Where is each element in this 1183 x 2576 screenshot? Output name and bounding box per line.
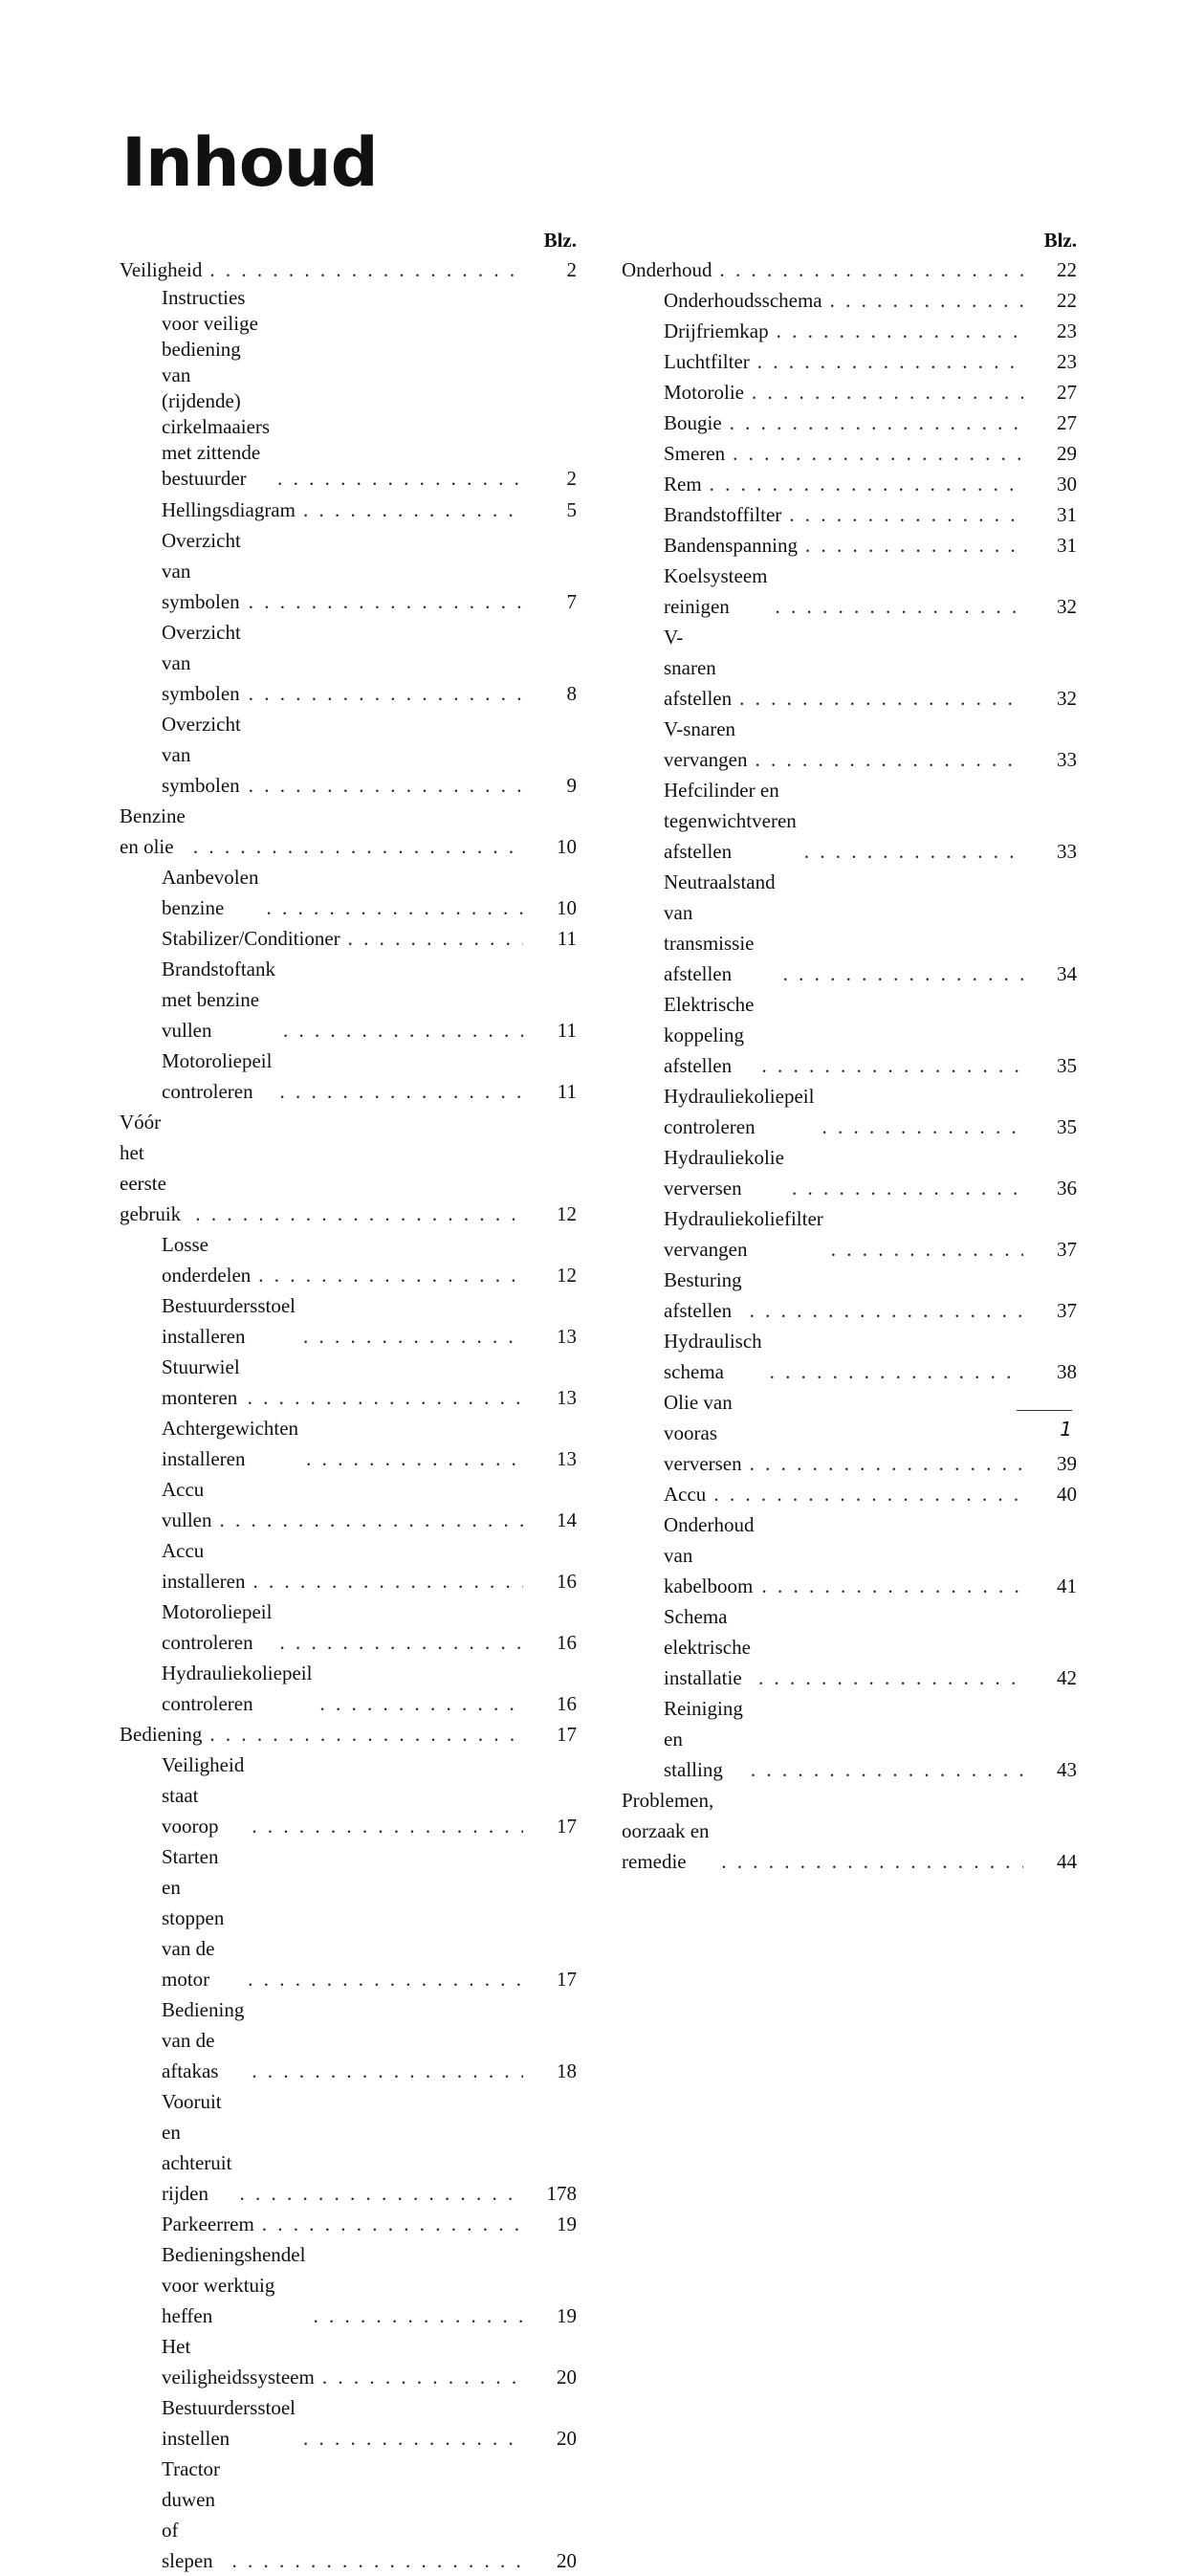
toc-entry-label: Elektrische koppeling afstellen bbox=[664, 993, 755, 1077]
toc-subsection-entry bbox=[622, 1693, 1077, 1785]
toc-entry-page: 20 bbox=[557, 2427, 577, 2450]
toc-entry-label: Bougie bbox=[664, 411, 722, 434]
toc-leader-dots bbox=[755, 744, 1023, 775]
toc-entry-page: 36 bbox=[1057, 1177, 1077, 1200]
toc-entry-label: Overzicht van symbolen bbox=[162, 621, 241, 705]
toc-subsection-entry bbox=[120, 2331, 577, 2392]
toc-entry-page: 32 bbox=[1057, 687, 1077, 710]
toc-entry-label: Problemen, oorzaak en remedie bbox=[622, 1789, 714, 1873]
toc-leader-dots bbox=[739, 683, 1023, 714]
toc-entry-label: Reiniging en stalling bbox=[664, 1697, 743, 1781]
toc-entry-label: Brandstoffilter bbox=[664, 503, 782, 526]
toc-leader-dots bbox=[761, 1050, 1023, 1081]
toc-subsection-entry bbox=[120, 1474, 577, 1535]
toc-entry-label: Brandstoftank met benzine vullen bbox=[162, 958, 275, 1042]
toc-subsection-entry bbox=[622, 1142, 1077, 1203]
toc-entry-page: 33 bbox=[1057, 840, 1077, 863]
toc-subsection-entry bbox=[120, 617, 577, 709]
toc-subsection-entry bbox=[120, 2086, 577, 2209]
toc-entry-label: Schema elektrische installatie bbox=[664, 1605, 751, 1689]
toc-entry-page: 14 bbox=[557, 1508, 577, 1531]
toc-subsection-entry bbox=[622, 775, 1077, 867]
toc-entry-page: 42 bbox=[1057, 1666, 1077, 1689]
toc-entry-label: Accu installeren bbox=[162, 1539, 246, 1593]
toc-leader-dots bbox=[761, 1571, 1023, 1601]
toc-entry-label: Instructies voor veilige bediening van (rijdende) cirkelmaaiers met zittende bestuurder bbox=[162, 286, 271, 490]
toc-entry-label: Motorolie bbox=[664, 381, 744, 404]
toc-entry-label: Neutraalstand van transmissie afstellen bbox=[664, 870, 776, 985]
toc-subsection-entry bbox=[622, 1601, 1077, 1693]
toc-subsection-entry bbox=[120, 285, 577, 495]
toc-entry-page: 13 bbox=[557, 1386, 577, 1409]
toc-list-right bbox=[622, 254, 1077, 1877]
toc-subsection-entry bbox=[622, 1387, 1077, 1479]
toc-subsection-entry bbox=[622, 1326, 1077, 1387]
toc-leader-dots bbox=[733, 438, 1023, 469]
toc-entry-label: Smeren bbox=[664, 442, 726, 465]
toc-subsection-entry bbox=[120, 2209, 577, 2239]
toc-subsection-entry bbox=[622, 469, 1077, 499]
toc-entry-label: Hydrauliekolie verversen bbox=[664, 1146, 784, 1200]
toc-leader-dots bbox=[249, 770, 523, 801]
toc-entry-page: 9 bbox=[566, 774, 577, 797]
toc-entry-label: Veiligheid bbox=[120, 258, 203, 281]
toc-entry-page: 13 bbox=[557, 1325, 577, 1348]
toc-subsection-entry bbox=[622, 1509, 1077, 1601]
toc-subsection-entry bbox=[120, 1413, 577, 1474]
toc-entry-page: 29 bbox=[1057, 442, 1077, 465]
toc-entry-label: Veiligheid staat voorop bbox=[162, 1753, 245, 1838]
toc-entry-page: 13 bbox=[557, 1447, 577, 1470]
footer-rule bbox=[1017, 1410, 1072, 1411]
toc-entry-page: 18 bbox=[557, 2059, 577, 2082]
toc-subsection-entry bbox=[622, 285, 1077, 316]
toc-section-entry bbox=[622, 1785, 1077, 1877]
toc-subsection-entry bbox=[120, 1229, 577, 1290]
toc-leader-dots bbox=[279, 1076, 523, 1107]
toc-subsection-entry bbox=[622, 622, 1077, 714]
toc-subsection-entry bbox=[622, 377, 1077, 407]
toc-entry-page: 37 bbox=[1057, 1299, 1077, 1322]
page-title: Inhoud bbox=[121, 123, 378, 202]
toc-entry-page: 8 bbox=[566, 682, 577, 705]
toc-entry-page: 11 bbox=[557, 927, 577, 950]
toc-subsection-entry bbox=[120, 1750, 577, 1841]
toc-entry-page: 35 bbox=[1057, 1054, 1077, 1077]
toc-entry-label: Bedieningshendel voor werktuig heffen bbox=[162, 2243, 306, 2327]
toc-leader-dots bbox=[303, 1321, 523, 1352]
toc-leader-dots bbox=[195, 1199, 523, 1229]
toc-entry-label: Koelsysteem reinigen bbox=[664, 564, 768, 618]
toc-leader-dots bbox=[249, 678, 523, 709]
toc-leader-dots bbox=[252, 2056, 523, 2086]
toc-entry-label: Onderhoudsschema bbox=[664, 289, 822, 312]
toc-entry-page: 37 bbox=[1057, 1238, 1077, 1261]
toc-subsection-entry bbox=[120, 495, 577, 525]
toc-entry-page: 12 bbox=[557, 1264, 577, 1287]
toc-leader-dots bbox=[713, 1479, 1023, 1509]
toc-entry-label: Besturing afstellen bbox=[664, 1268, 742, 1322]
toc-entry-page: 16 bbox=[557, 1570, 577, 1593]
toc-subsection-entry bbox=[622, 867, 1077, 989]
toc-entry-page: 43 bbox=[1057, 1758, 1077, 1781]
toc-leader-dots bbox=[266, 892, 523, 923]
toc-leader-dots bbox=[262, 2209, 523, 2239]
toc-leader-dots bbox=[252, 1566, 523, 1596]
toc-entry-label: Bediening van de aftakas bbox=[162, 1998, 245, 2082]
toc-leader-dots bbox=[830, 285, 1023, 316]
toc-leader-dots bbox=[322, 2362, 523, 2392]
toc-subsection-entry bbox=[622, 561, 1077, 622]
toc-entry-label: Motoroliepeil controleren bbox=[162, 1049, 273, 1103]
toc-entry-page: 11 bbox=[557, 1080, 577, 1103]
toc-entry-label: Bestuurdersstoel instellen bbox=[162, 2396, 296, 2450]
toc-subsection-entry bbox=[120, 1290, 577, 1352]
toc-leader-dots bbox=[249, 586, 523, 617]
toc-leader-dots bbox=[750, 1295, 1023, 1326]
toc-leader-dots bbox=[219, 1505, 523, 1535]
toc-entry-page: 40 bbox=[1057, 1483, 1077, 1506]
toc-entry-label: Onderhoud van kabelboom bbox=[664, 1513, 755, 1597]
toc-leader-dots bbox=[248, 1964, 523, 1994]
toc-subsection-entry bbox=[622, 438, 1077, 469]
toc-leader-dots bbox=[730, 407, 1023, 438]
toc-leader-dots bbox=[303, 495, 523, 525]
toc-entry-page: 20 bbox=[557, 2549, 577, 2572]
toc-section-entry bbox=[120, 254, 577, 285]
toc-leader-dots bbox=[805, 530, 1023, 561]
toc-leader-dots bbox=[277, 466, 523, 492]
toc-entry-label: Hydrauliekoliepeil controleren bbox=[162, 1662, 313, 1715]
toc-subsection-entry bbox=[120, 1994, 577, 2086]
toc-entry-page: 35 bbox=[1057, 1115, 1077, 1138]
toc-list-left bbox=[120, 254, 577, 2576]
toc-entry-page: 30 bbox=[1057, 473, 1077, 495]
toc-subsection-entry bbox=[622, 1479, 1077, 1509]
toc-leader-dots bbox=[804, 836, 1023, 867]
toc-leader-dots bbox=[279, 1627, 523, 1658]
toc-subsection-entry bbox=[622, 499, 1077, 530]
toc-entry-label: Benzine en olie bbox=[120, 804, 186, 858]
toc-subsection-entry bbox=[120, 862, 577, 923]
toc-section-entry bbox=[622, 254, 1077, 285]
toc-entry-page: 10 bbox=[557, 896, 577, 919]
toc-leader-dots bbox=[792, 1173, 1023, 1203]
toc-entry-page: 16 bbox=[557, 1631, 577, 1654]
toc-entry-label: Accu vullen bbox=[162, 1478, 212, 1531]
toc-column-left bbox=[120, 226, 577, 2576]
toc-leader-dots bbox=[777, 316, 1023, 346]
toc-entry-label: Bestuurdersstoel installeren bbox=[162, 1294, 296, 1348]
toc-subsection-entry bbox=[622, 989, 1077, 1081]
toc-entry-label: Hydrauliekoliepeil controleren bbox=[664, 1085, 815, 1138]
page-number: 1 bbox=[1060, 1418, 1072, 1441]
toc-entry-page: 5 bbox=[566, 498, 577, 521]
toc-subsection-entry bbox=[120, 1596, 577, 1658]
toc-section-entry bbox=[120, 1719, 577, 1750]
toc-entry-label: Overzicht van symbolen bbox=[162, 529, 241, 613]
toc-subsection-entry bbox=[120, 1658, 577, 1719]
toc-leader-dots bbox=[258, 1260, 523, 1290]
toc-entry-page: 11 bbox=[557, 1019, 577, 1042]
toc-entry-page: 38 bbox=[1057, 1360, 1077, 1383]
toc-entry-label: Hydrauliekoliefilter vervangen bbox=[664, 1207, 823, 1261]
toc-subsection-entry bbox=[622, 316, 1077, 346]
toc-entry-label: Tractor duwen of slepen bbox=[162, 2457, 221, 2572]
toc-entry-label: Starten en stoppen van de motor bbox=[162, 1845, 225, 1991]
toc-leader-dots bbox=[319, 1688, 523, 1719]
toc-entry-label: Bediening bbox=[120, 1723, 203, 1746]
toc-entry-page: 22 bbox=[1057, 289, 1077, 312]
toc-subsection-entry bbox=[120, 954, 577, 1046]
page-column-header: Blz. bbox=[543, 229, 577, 252]
toc-entry-page: 10 bbox=[557, 835, 577, 858]
toc-leader-dots bbox=[758, 1662, 1023, 1693]
toc-leader-dots bbox=[789, 499, 1023, 530]
toc-entry-label: Hydraulisch schema bbox=[664, 1330, 762, 1383]
toc-entry-page: 22 bbox=[1057, 258, 1077, 281]
toc-leader-dots bbox=[252, 1811, 523, 1841]
toc-subsection-entry bbox=[120, 923, 577, 954]
toc-entry-page: 31 bbox=[1057, 534, 1077, 557]
toc-entry-label: V-snaren vervangen bbox=[664, 717, 748, 771]
toc-entry-label: Hefcilinder en tegenwichtveren afstellen bbox=[664, 779, 797, 863]
toc-section-entry bbox=[120, 801, 577, 862]
toc-leader-dots bbox=[313, 2301, 523, 2331]
toc-section-entry bbox=[120, 1107, 577, 1229]
toc-subsection-entry bbox=[120, 2392, 577, 2454]
toc-entry-page: 2 bbox=[566, 258, 577, 281]
toc-leader-dots bbox=[231, 2545, 523, 2576]
toc-leader-dots bbox=[209, 1719, 523, 1750]
toc-leader-dots bbox=[783, 958, 1023, 989]
toc-subsection-entry bbox=[622, 714, 1077, 775]
toc-entry-label: Overzicht van symbolen bbox=[162, 713, 241, 797]
toc-entry-label: Bandenspanning bbox=[664, 534, 798, 557]
toc-subsection-entry bbox=[622, 530, 1077, 561]
toc-entry-label: Accu bbox=[664, 1483, 707, 1506]
toc-entry-page: 33 bbox=[1057, 748, 1077, 771]
toc-entry-label: Aanbevolen benzine bbox=[162, 866, 259, 919]
toc-entry-label: Parkeerrem bbox=[162, 2213, 254, 2235]
toc-leader-dots bbox=[348, 923, 523, 954]
toc-entry-label: Onderhoud bbox=[622, 258, 712, 281]
toc-entry-label: Stuurwiel monteren bbox=[162, 1355, 240, 1409]
toc-entry-page: 27 bbox=[1057, 411, 1077, 434]
toc-leader-dots bbox=[306, 1443, 523, 1474]
toc-entry-label: Rem bbox=[664, 473, 702, 495]
toc-entry-page: 27 bbox=[1057, 381, 1077, 404]
toc-entry-label: Losse onderdelen bbox=[162, 1233, 252, 1287]
toc-entry-page: 32 bbox=[1057, 595, 1077, 618]
toc-leader-dots bbox=[239, 2178, 523, 2209]
toc-subsection-entry bbox=[120, 2239, 577, 2331]
toc-entry-label: Vooruit en achteruit rijden bbox=[162, 2090, 232, 2205]
toc-entry-page: 44 bbox=[1057, 1850, 1077, 1873]
toc-entry-label: Motoroliepeil controleren bbox=[162, 1600, 273, 1654]
toc-entry-page: 39 bbox=[1057, 1452, 1077, 1475]
toc-subsection-entry bbox=[622, 1081, 1077, 1142]
page-column-header: Blz. bbox=[1043, 229, 1077, 252]
toc-leader-dots bbox=[710, 469, 1023, 499]
toc-entry-label: Achtergewichten installeren bbox=[162, 1417, 299, 1470]
toc-entry-label: Olie van vooras verversen bbox=[664, 1391, 742, 1475]
toc-leader-dots bbox=[721, 1846, 1023, 1877]
toc-leader-dots bbox=[770, 1356, 1023, 1387]
toc-entry-label: Het veiligheidssysteem bbox=[162, 2335, 315, 2389]
toc-entry-page: 17 bbox=[557, 1968, 577, 1991]
toc-entry-page: 23 bbox=[1057, 319, 1077, 342]
toc-entry-page: 23 bbox=[1057, 350, 1077, 373]
toc-leader-dots bbox=[752, 377, 1023, 407]
toc-subsection-entry bbox=[120, 2454, 577, 2576]
toc-leader-dots bbox=[751, 1754, 1023, 1785]
toc-leader-dots bbox=[757, 346, 1023, 377]
toc-leader-dots bbox=[193, 831, 523, 862]
toc-subsection-entry bbox=[622, 1203, 1077, 1265]
toc-entry-page: 41 bbox=[1057, 1574, 1077, 1597]
toc-subsection-entry bbox=[120, 1841, 577, 1994]
toc-entry-label: Hellingsdiagram bbox=[162, 498, 296, 521]
toc-leader-dots bbox=[775, 591, 1023, 622]
toc-entry-page: 16 bbox=[557, 1692, 577, 1715]
toc-subsection-entry bbox=[622, 407, 1077, 438]
toc-entry-label: V-snaren afstellen bbox=[664, 626, 733, 710]
toc-entry-page: 31 bbox=[1057, 503, 1077, 526]
toc-leader-dots bbox=[283, 1015, 523, 1046]
toc-leader-dots bbox=[209, 254, 523, 285]
toc-leader-dots bbox=[750, 1448, 1023, 1479]
toc-leader-dots bbox=[248, 1382, 523, 1413]
toc-entry-page: 12 bbox=[557, 1202, 577, 1225]
toc-entry-page: 19 bbox=[557, 2213, 577, 2235]
toc-subsection-entry bbox=[120, 1046, 577, 1107]
toc-entry-page: 178 bbox=[546, 2182, 577, 2205]
toc-entry-page: 7 bbox=[566, 590, 577, 613]
toc-entry-page: 17 bbox=[557, 1815, 577, 1838]
toc-entry-label: Luchtfilter bbox=[664, 350, 750, 373]
toc-entry-label: Stabilizer/Conditioner bbox=[162, 927, 340, 950]
toc-subsection-entry bbox=[120, 1535, 577, 1596]
toc-subsection-entry bbox=[120, 525, 577, 617]
toc-column-right bbox=[622, 226, 1077, 1877]
toc-leader-dots bbox=[831, 1234, 1023, 1265]
toc-subsection-entry bbox=[120, 709, 577, 801]
toc-entry-page: 19 bbox=[557, 2304, 577, 2327]
toc-entry-label: Drijfriemkap bbox=[664, 319, 769, 342]
toc-entry-page: 20 bbox=[557, 2366, 577, 2389]
toc-entry-page: 17 bbox=[557, 1723, 577, 1746]
toc-leader-dots bbox=[822, 1112, 1023, 1142]
toc-subsection-entry bbox=[622, 346, 1077, 377]
toc-leader-dots bbox=[303, 2423, 523, 2454]
toc-entry-label: Vóór het eerste gebruik bbox=[120, 1111, 182, 1225]
toc-subsection-entry bbox=[622, 1265, 1077, 1326]
toc-entry-page: 34 bbox=[1057, 962, 1077, 985]
toc-entry-page: 2 bbox=[566, 467, 577, 490]
toc-subsection-entry bbox=[120, 1352, 577, 1413]
toc-leader-dots bbox=[719, 254, 1023, 285]
